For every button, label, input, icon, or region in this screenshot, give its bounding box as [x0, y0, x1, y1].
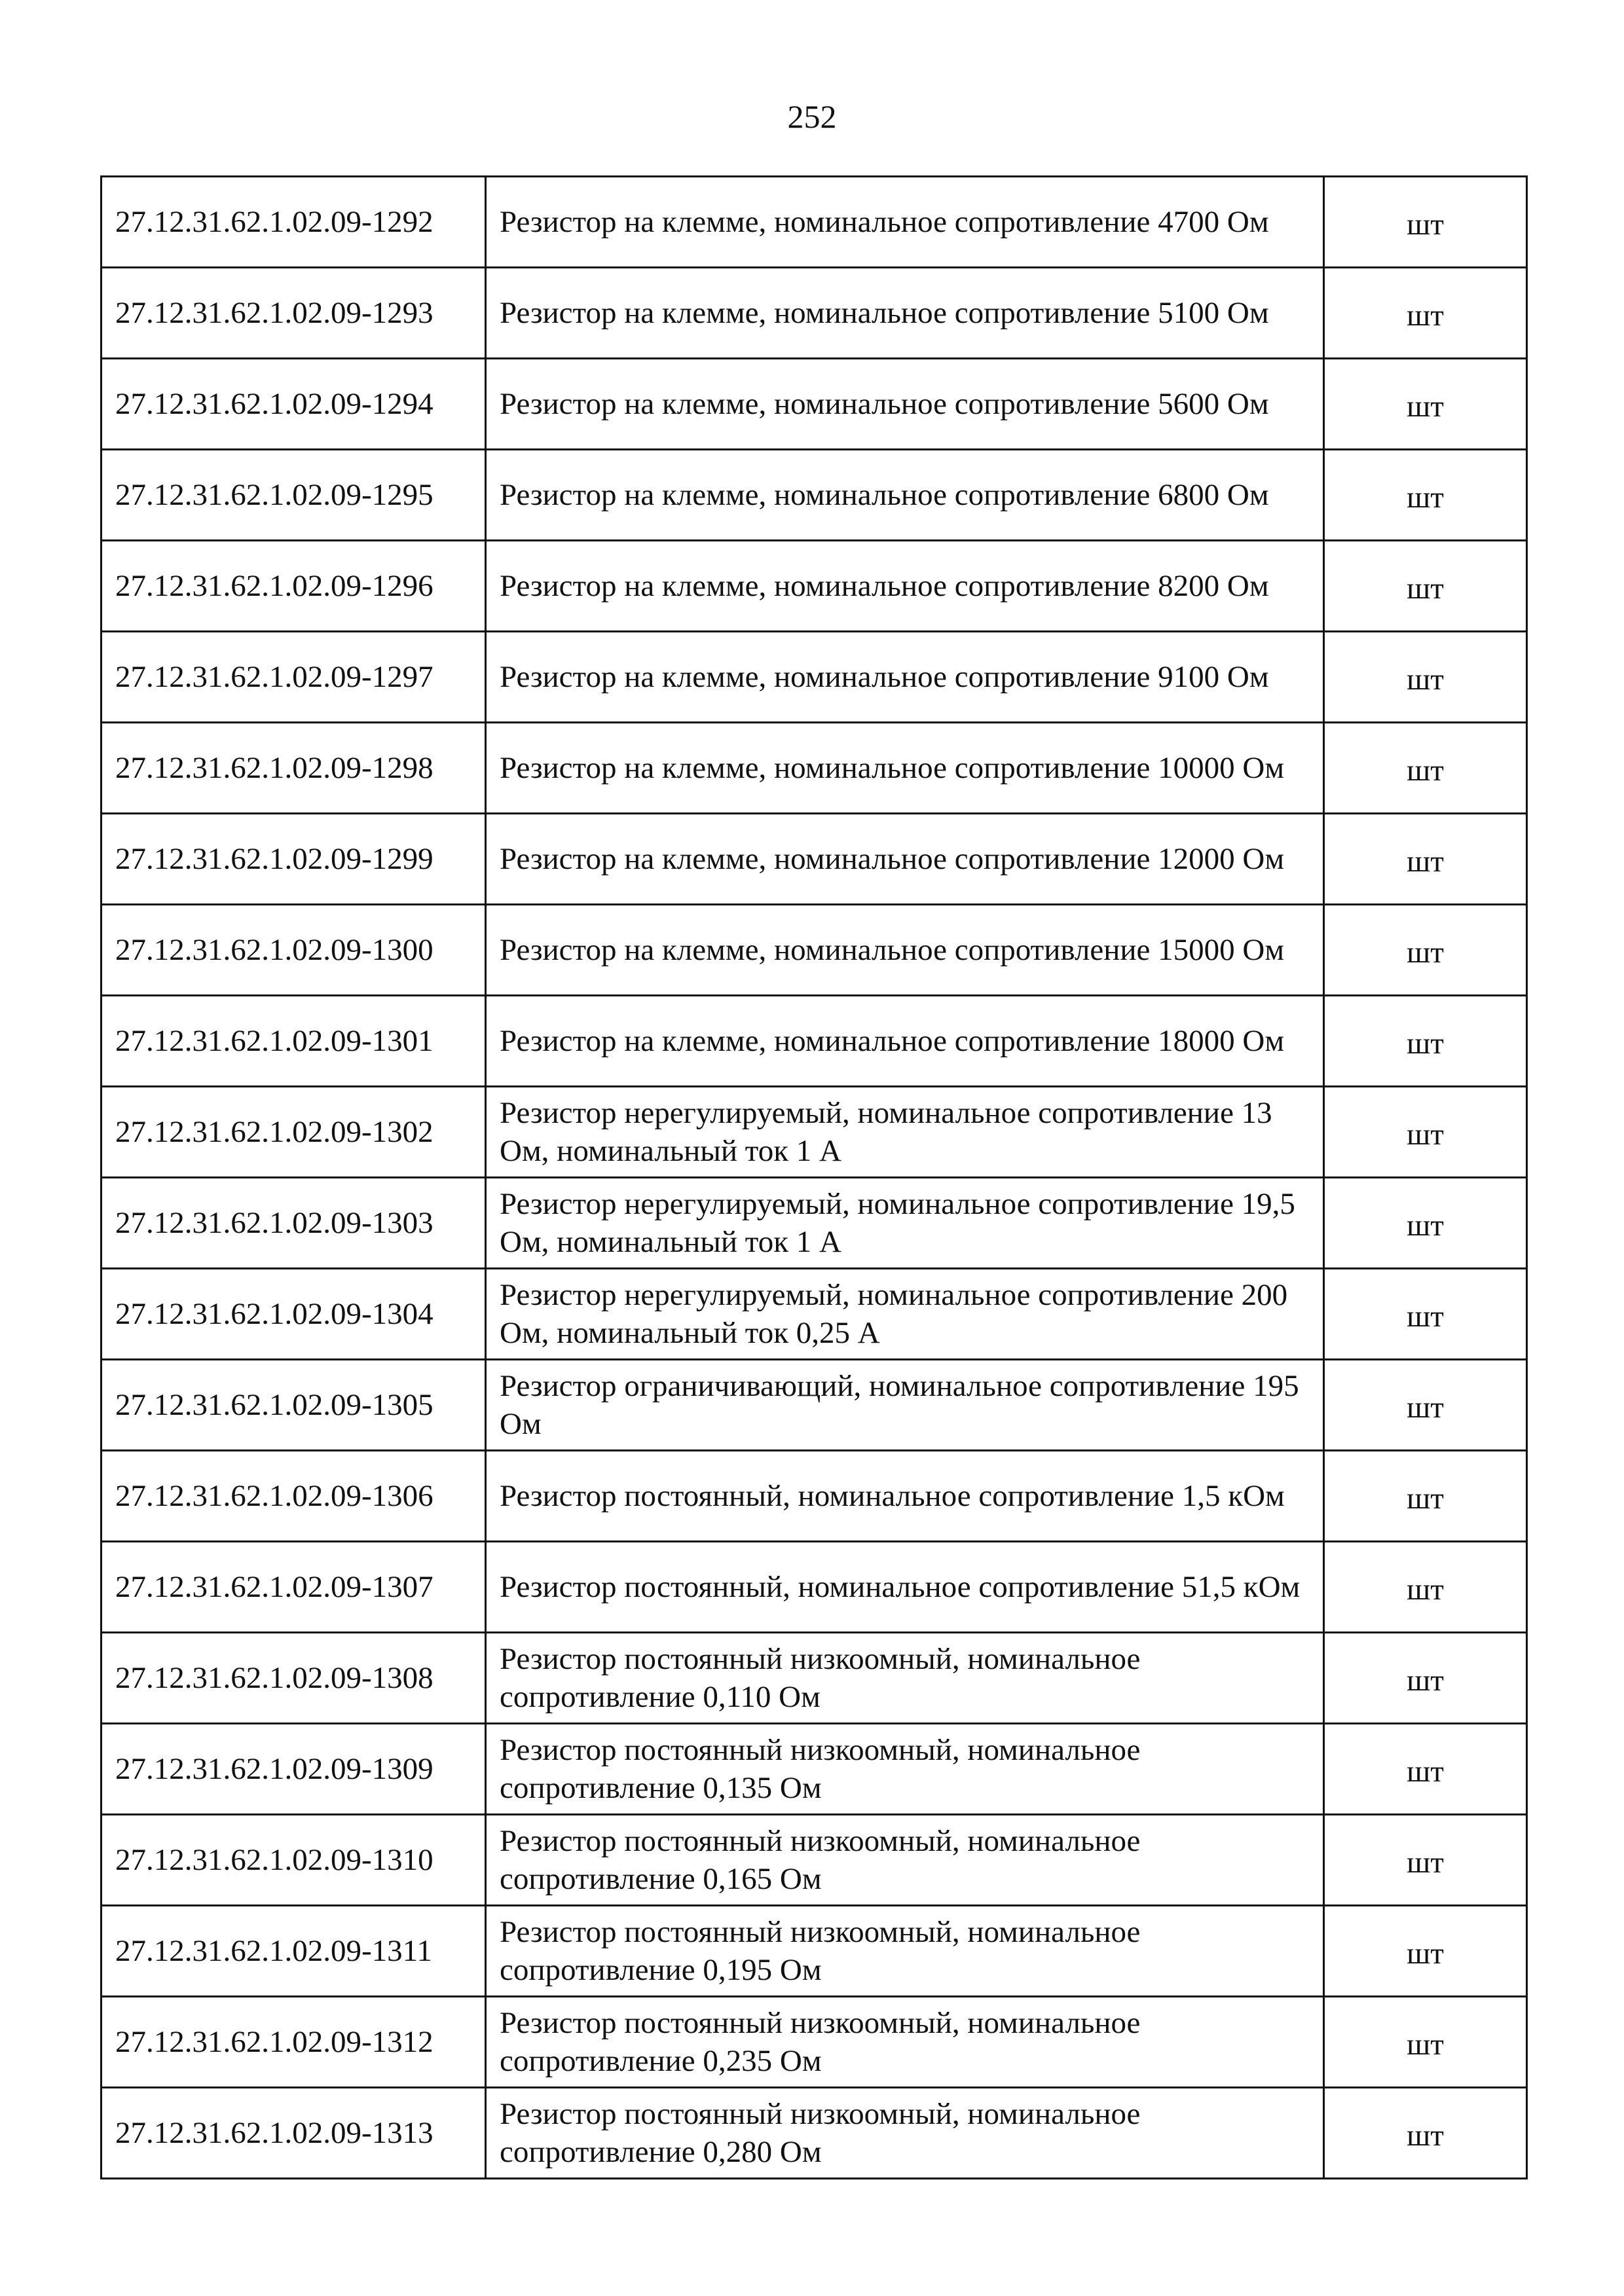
item-name-cell: Резистор на клемме, номинальное сопротивление 10000 Ом — [486, 723, 1324, 814]
table-row — [101, 450, 1527, 541]
page-number: 252 — [787, 98, 837, 135]
item-unit-cell: шт — [1324, 1178, 1527, 1269]
table-row — [101, 905, 1527, 996]
item-code-cell: 27.12.31.62.1.02.09-1299 — [101, 814, 486, 905]
item-name-cell: Резистор постоянный низкоомный, номинальное сопротивление 0,235 Ом — [486, 1997, 1324, 2088]
item-name-cell: Резистор нерегулируемый, номинальное сопротивление 200 Ом, номинальный ток 0,25 А — [486, 1269, 1324, 1360]
item-name-cell: Резистор постоянный, номинальное сопротивление 51,5 кОм — [486, 1542, 1324, 1633]
item-code-cell: 27.12.31.62.1.02.09-1300 — [101, 905, 486, 996]
table-row — [101, 1451, 1527, 1542]
item-name-cell: Резистор на клемме, номинальное сопротивление 8200 Ом — [486, 541, 1324, 632]
table-row — [101, 814, 1527, 905]
table-row — [101, 1178, 1527, 1269]
table-row — [101, 632, 1527, 723]
item-unit-cell: шт — [1324, 268, 1527, 359]
item-unit-cell: шт — [1324, 632, 1527, 723]
table-row — [101, 541, 1527, 632]
item-unit-cell: шт — [1324, 1633, 1527, 1724]
item-code-cell: 27.12.31.62.1.02.09-1294 — [101, 359, 486, 450]
item-code-cell: 27.12.31.62.1.02.09-1292 — [101, 177, 486, 268]
item-code-cell: 27.12.31.62.1.02.09-1303 — [101, 1178, 486, 1269]
table-row — [101, 1724, 1527, 1815]
item-unit-cell: шт — [1324, 905, 1527, 996]
table-row — [101, 268, 1527, 359]
item-name-cell: Резистор на клемме, номинальное сопротивление 4700 Ом — [486, 177, 1324, 268]
item-code-cell: 27.12.31.62.1.02.09-1304 — [101, 1269, 486, 1360]
item-unit-cell: шт — [1324, 1724, 1527, 1815]
item-code-cell: 27.12.31.62.1.02.09-1310 — [101, 1815, 486, 1906]
item-name-cell: Резистор постоянный низкоомный, номинальное сопротивление 0,165 Ом — [486, 1815, 1324, 1906]
resistor-table — [100, 175, 1528, 2179]
item-unit-cell: шт — [1324, 814, 1527, 905]
item-code-cell: 27.12.31.62.1.02.09-1302 — [101, 1087, 486, 1178]
item-code-cell: 27.12.31.62.1.02.09-1298 — [101, 723, 486, 814]
item-name-cell: Резистор на клемме, номинальное сопротивление 5600 Ом — [486, 359, 1324, 450]
item-name-cell: Резистор на клемме, номинальное сопротивление 18000 Ом — [486, 996, 1324, 1087]
item-name-cell: Резистор на клемме, номинальное сопротивление 5100 Ом — [486, 268, 1324, 359]
table-body — [101, 177, 1527, 2179]
item-name-cell: Резистор постоянный низкоомный, номинальное сопротивление 0,280 Ом — [486, 2088, 1324, 2179]
item-unit-cell: шт — [1324, 177, 1527, 268]
item-name-cell: Резистор нерегулируемый, номинальное сопротивление 19,5 Ом, номинальный ток 1 А — [486, 1178, 1324, 1269]
item-code-cell: 27.12.31.62.1.02.09-1311 — [101, 1906, 486, 1997]
table-row — [101, 177, 1527, 268]
table-row — [101, 1906, 1527, 1997]
table-row — [101, 1542, 1527, 1633]
item-code-cell: 27.12.31.62.1.02.09-1293 — [101, 268, 486, 359]
item-unit-cell: шт — [1324, 450, 1527, 541]
item-name-cell: Резистор на клемме, номинальное сопротивление 15000 Ом — [486, 905, 1324, 996]
item-unit-cell: шт — [1324, 723, 1527, 814]
table-row — [101, 2088, 1527, 2179]
item-unit-cell: шт — [1324, 2088, 1527, 2179]
item-code-cell: 27.12.31.62.1.02.09-1307 — [101, 1542, 486, 1633]
table-row — [101, 1269, 1527, 1360]
table-row — [101, 1087, 1527, 1178]
table-row — [101, 1997, 1527, 2088]
item-name-cell: Резистор на клемме, номинальное сопротивление 12000 Ом — [486, 814, 1324, 905]
item-code-cell: 27.12.31.62.1.02.09-1296 — [101, 541, 486, 632]
item-name-cell: Резистор постоянный низкоомный, номинальное сопротивление 0,110 Ом — [486, 1633, 1324, 1724]
item-unit-cell: шт — [1324, 1360, 1527, 1451]
item-code-cell: 27.12.31.62.1.02.09-1297 — [101, 632, 486, 723]
table-row — [101, 996, 1527, 1087]
item-code-cell: 27.12.31.62.1.02.09-1301 — [101, 996, 486, 1087]
item-code-cell: 27.12.31.62.1.02.09-1312 — [101, 1997, 486, 2088]
item-unit-cell: шт — [1324, 996, 1527, 1087]
item-code-cell: 27.12.31.62.1.02.09-1295 — [101, 450, 486, 541]
item-code-cell: 27.12.31.62.1.02.09-1305 — [101, 1360, 486, 1451]
item-unit-cell: шт — [1324, 541, 1527, 632]
item-code-cell: 27.12.31.62.1.02.09-1306 — [101, 1451, 486, 1542]
item-unit-cell: шт — [1324, 1542, 1527, 1633]
item-name-cell: Резистор постоянный низкоомный, номинальное сопротивление 0,135 Ом — [486, 1724, 1324, 1815]
item-unit-cell: шт — [1324, 1087, 1527, 1178]
table-row — [101, 723, 1527, 814]
item-name-cell: Резистор на клемме, номинальное сопротивление 6800 Ом — [486, 450, 1324, 541]
item-unit-cell: шт — [1324, 1906, 1527, 1997]
item-unit-cell: шт — [1324, 1269, 1527, 1360]
table-row — [101, 359, 1527, 450]
item-name-cell: Резистор нерегулируемый, номинальное сопротивление 13 Ом, номинальный ток 1 А — [486, 1087, 1324, 1178]
table-row — [101, 1815, 1527, 1906]
item-unit-cell: шт — [1324, 1997, 1527, 2088]
item-name-cell: Резистор на клемме, номинальное сопротивление 9100 Ом — [486, 632, 1324, 723]
item-unit-cell: шт — [1324, 359, 1527, 450]
item-code-cell: 27.12.31.62.1.02.09-1309 — [101, 1724, 486, 1815]
item-unit-cell: шт — [1324, 1451, 1527, 1542]
item-name-cell: Резистор постоянный низкоомный, номинальное сопротивление 0,195 Ом — [486, 1906, 1324, 1997]
table-row — [101, 1633, 1527, 1724]
item-name-cell: Резистор постоянный, номинальное сопротивление 1,5 кОм — [486, 1451, 1324, 1542]
item-name-cell: Резистор ограничивающий, номинальное сопротивление 195 Ом — [486, 1360, 1324, 1451]
item-unit-cell: шт — [1324, 1815, 1527, 1906]
item-code-cell: 27.12.31.62.1.02.09-1308 — [101, 1633, 486, 1724]
item-code-cell: 27.12.31.62.1.02.09-1313 — [101, 2088, 486, 2179]
table-row — [101, 1360, 1527, 1451]
